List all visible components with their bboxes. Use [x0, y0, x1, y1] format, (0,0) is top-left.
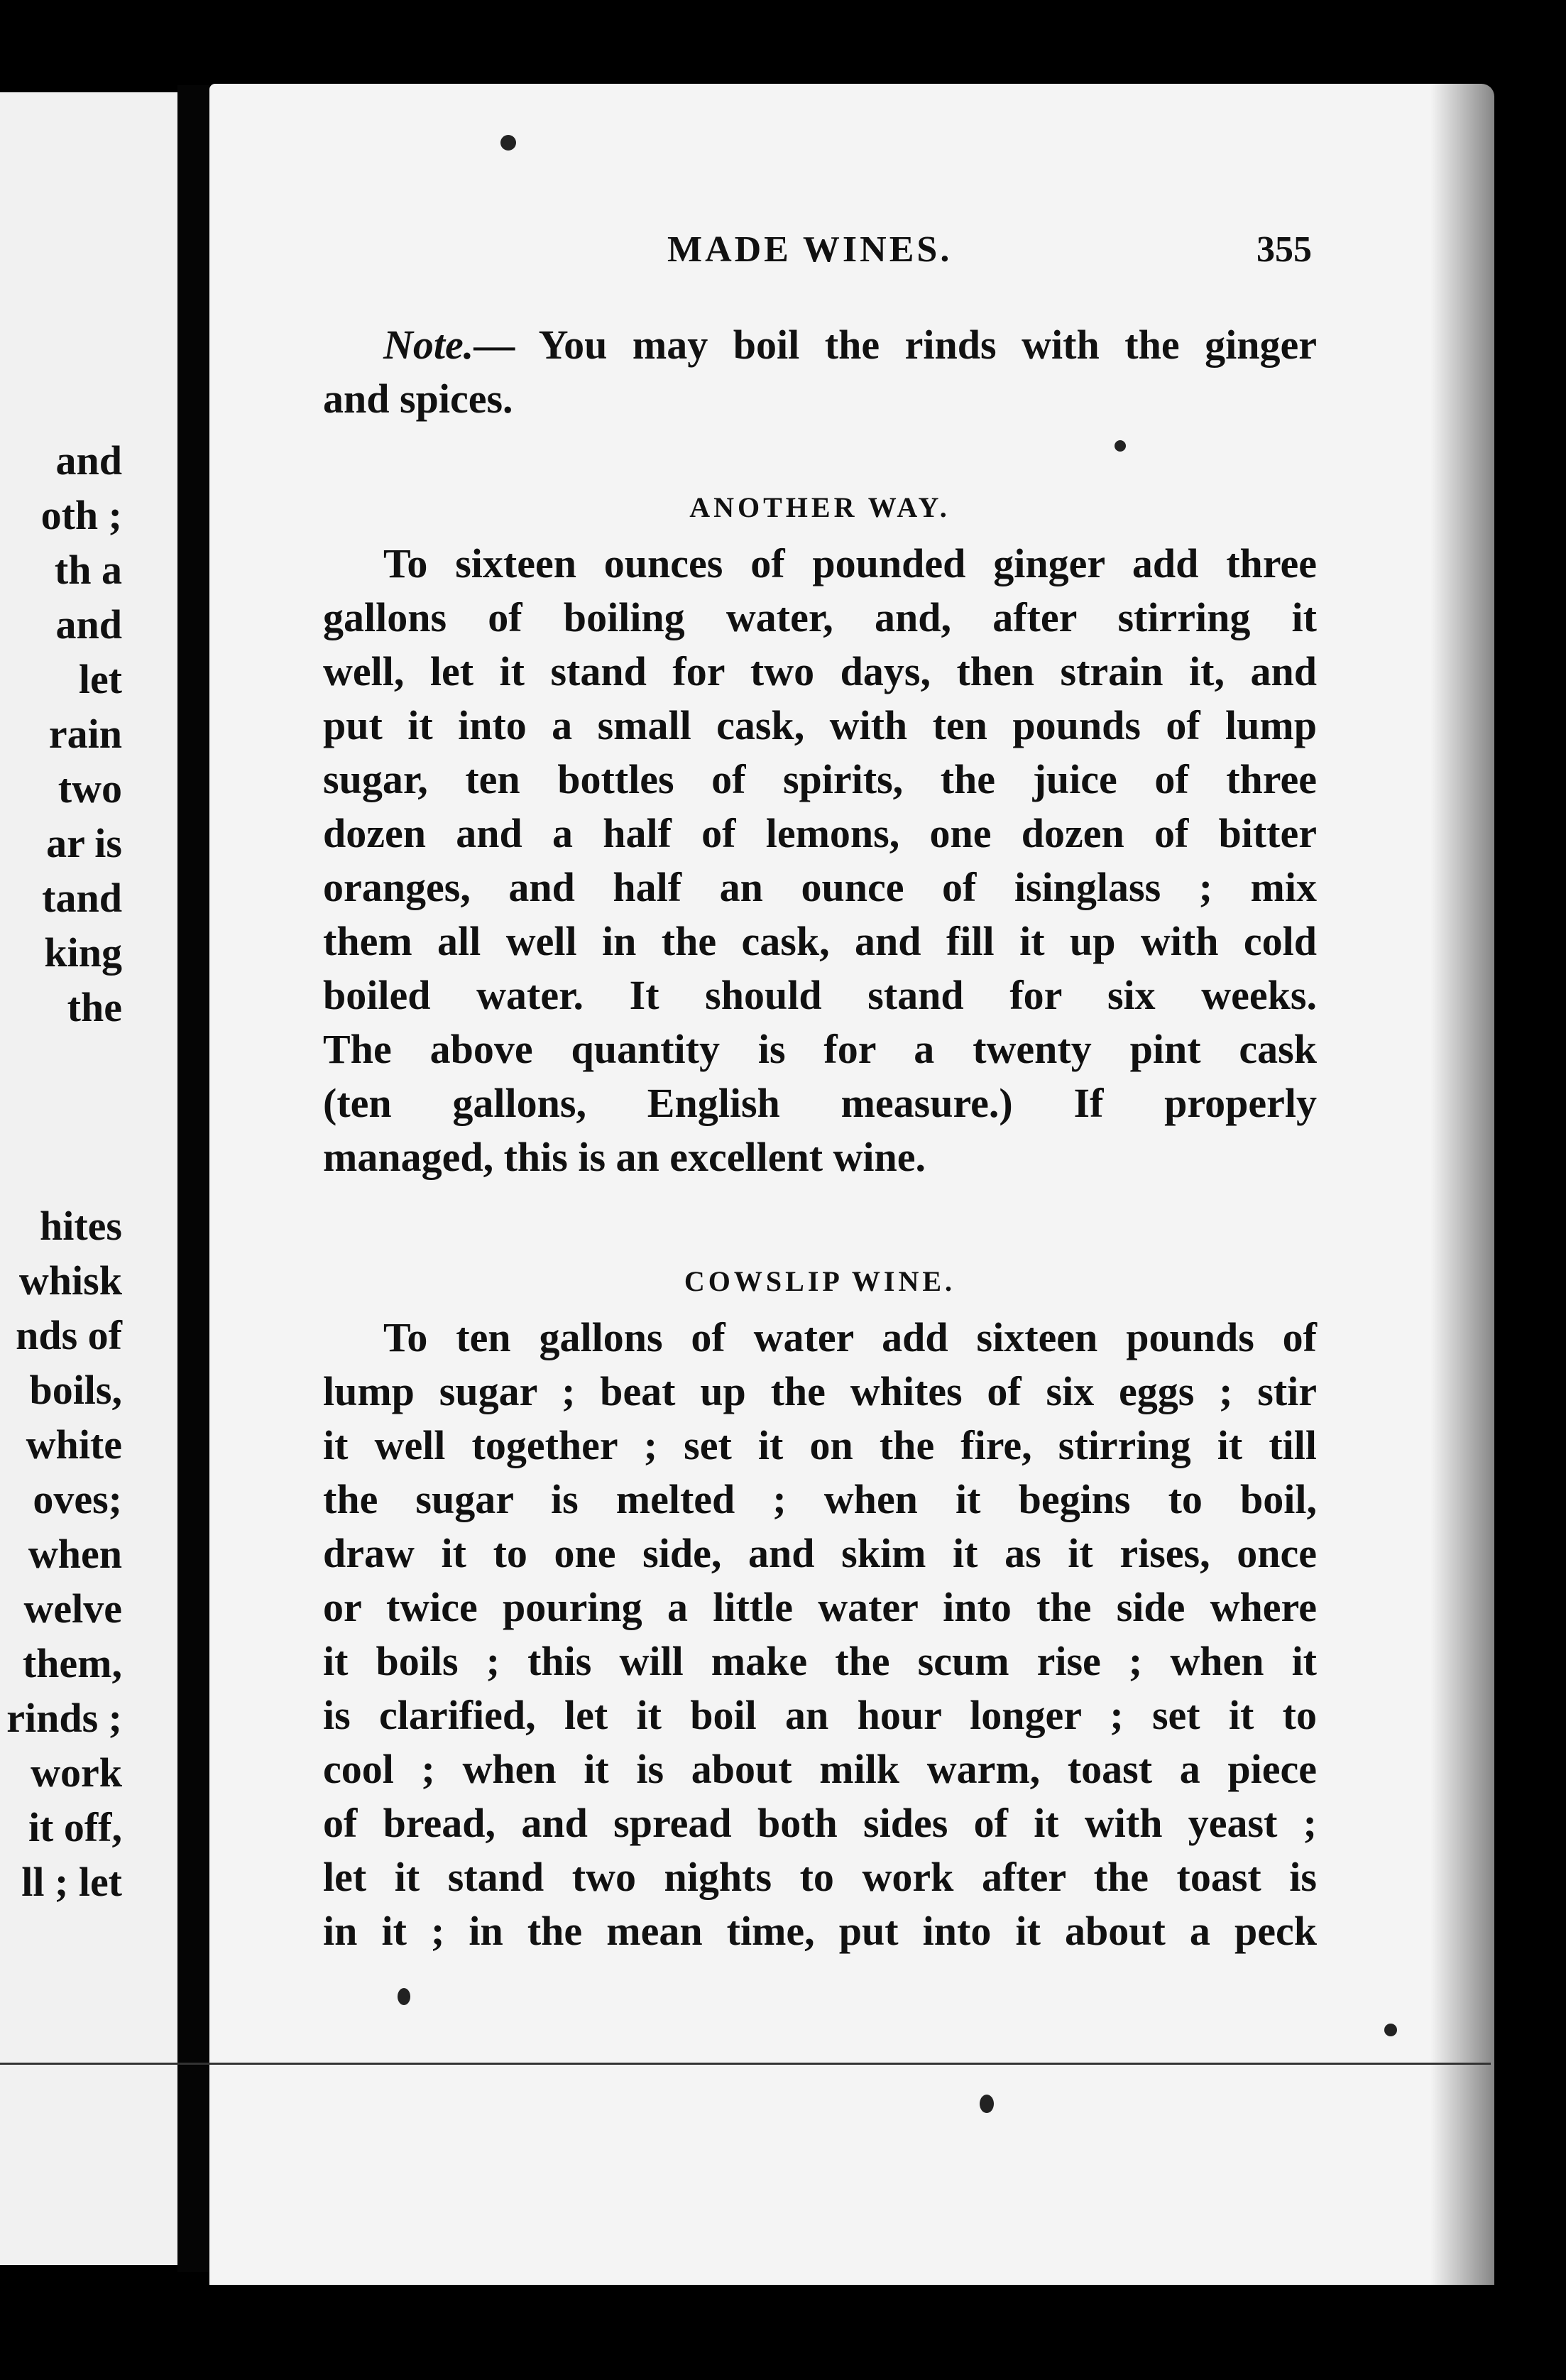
left-page-fragment: ll ; let [21, 1859, 122, 1905]
text-line: draw it to one side, and skim it as it rises, once [323, 1530, 1317, 1576]
left-page-fragment: it off, [28, 1804, 122, 1850]
scan-artifact-line [0, 2063, 1491, 2065]
left-page-fragment: let [78, 656, 122, 702]
text-line: The above quantity is for a twenty pint cask [323, 1026, 1317, 1072]
note-label: Note. [383, 322, 474, 368]
text-line: (ten gallons, English measure.) If properly [323, 1080, 1317, 1126]
text-line: gallons of boiling water, and, after stirring it [323, 594, 1317, 640]
text-line: cool ; when it is about milk warm, toast a piece [323, 1746, 1317, 1792]
note-line-1 [323, 318, 1317, 372]
text-line: it boils ; this will make the scum rise ; when it [323, 1638, 1317, 1684]
left-page-fragment: when [28, 1531, 122, 1577]
left-page-fragment: whisk [18, 1257, 122, 1304]
left-page-fragment: tand [42, 875, 122, 921]
section-heading: ANOTHER WAY. [689, 491, 951, 523]
left-page-fragment: king [44, 929, 122, 976]
section-body [323, 537, 1317, 1184]
ink-speck [1384, 2024, 1397, 2036]
left-page-fragment: two [58, 765, 122, 812]
text-line: in it ; in the mean time, put into it about a peck [323, 1908, 1317, 1954]
text-line: dozen and a half of lemons, one dozen of bitter [323, 810, 1317, 856]
text-line: of bread, and spread both sides of it with yeast ; [323, 1800, 1317, 1846]
section-cowslip-wine [323, 1257, 1317, 1958]
text-line: them all well in the cask, and fill it up with cold [323, 918, 1317, 964]
text-line: lump sugar ; beat up the whites of six eggs ; stir [323, 1368, 1317, 1414]
text-line: is clarified, let it boil an hour longer ; set it to [323, 1692, 1317, 1738]
left-page-fragment: white [26, 1421, 122, 1468]
ink-speck [1115, 440, 1126, 452]
note-text: — You may boil the rinds with the ginger [473, 322, 1317, 368]
page-number: 355 [1256, 229, 1312, 270]
left-page-fragment: welve [23, 1585, 122, 1632]
section-heading: COWSLIP WINE. [684, 1265, 956, 1297]
left-page-fragment: hites [40, 1203, 122, 1249]
text-line: To ten gallons of water add sixteen pounds of [383, 1314, 1317, 1360]
text-line: let it stand two nights to work after the toast is [323, 1854, 1317, 1900]
ink-speck [398, 1988, 410, 2005]
running-header: MADE WINES. [667, 229, 953, 270]
left-page-fragment [0, 1144, 177, 1199]
left-page-fragment: boils, [29, 1367, 122, 1413]
ink-speck [980, 2095, 994, 2113]
left-page-fragment: and [55, 601, 122, 648]
left-page [0, 92, 177, 2265]
left-page-fragment [0, 1035, 177, 1089]
text-line: well, let it stand for two days, then strain it, and [323, 648, 1317, 694]
text-line: oranges, and half an ounce of isinglass ; mix [323, 864, 1317, 910]
text-line: sugar, ten bottles of spirits, the juice of three [323, 756, 1317, 802]
left-page-fragment: rain [48, 711, 122, 757]
left-page-fragment: work [31, 1749, 122, 1796]
text-line: To sixteen ounces of pounded ginger add three [383, 540, 1317, 586]
page-edge-shadow [1430, 84, 1494, 2285]
left-page-fragment [0, 1089, 177, 1144]
left-page-fragment: th a [54, 547, 122, 593]
left-page-fragment: the [67, 984, 122, 1030]
note-line-2: and spices. [323, 376, 513, 422]
text-line: it well together ; set it on the fire, stirring it till [323, 1422, 1317, 1468]
text-line: put it into a small cask, with ten pounds of lump [323, 702, 1317, 748]
left-page-fragment: nds of [16, 1312, 122, 1358]
section-body [323, 1311, 1317, 1958]
left-page-fragment: oves; [33, 1476, 122, 1522]
book-gutter [177, 85, 209, 2272]
section-another-way [323, 483, 1317, 1184]
ink-speck [500, 135, 516, 151]
text-line: managed, this is an excellent wine. [323, 1134, 926, 1180]
text-line: the sugar is melted ; when it begins to boil, [323, 1476, 1317, 1522]
left-page-fragment: rinds ; [6, 1695, 122, 1741]
text-line: or twice pouring a little water into the side where [323, 1584, 1317, 1630]
left-page-fragment: ar is [46, 820, 122, 866]
note-paragraph [323, 318, 1317, 426]
left-page-fragment: them, [22, 1640, 122, 1686]
left-page-fragment: oth ; [40, 492, 122, 538]
left-page-fragment: and [55, 437, 122, 484]
left-page-fragments [0, 433, 177, 1909]
text-line: boiled water. It should stand for six weeks. [323, 972, 1317, 1018]
